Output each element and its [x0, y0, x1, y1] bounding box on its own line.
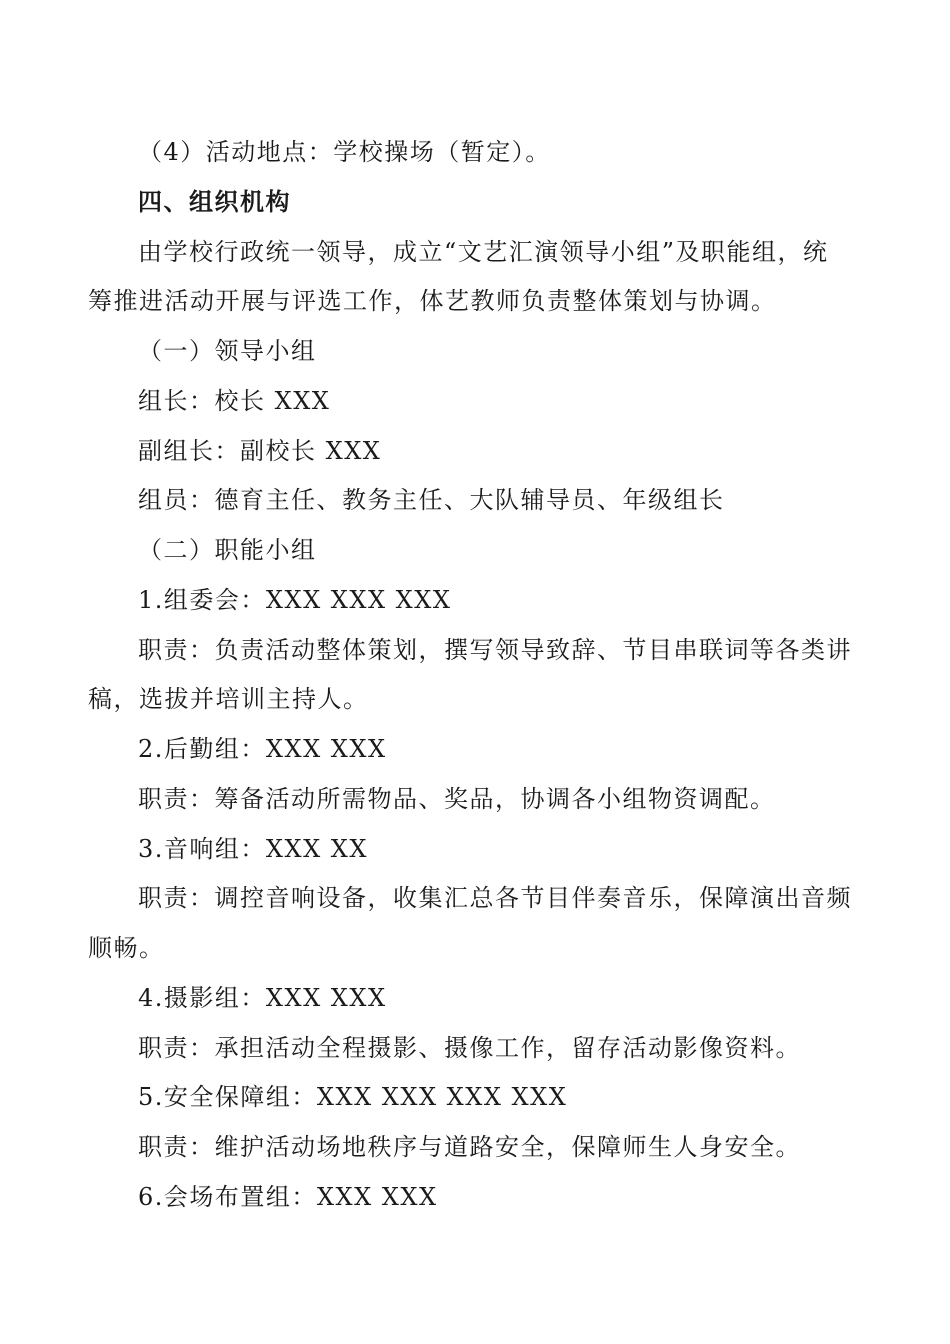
paragraph-line: 职责：维护活动场地秩序与道路安全，保障师生人身安全。 [138, 1133, 801, 1161]
paragraph-line: 顺畅。 [88, 934, 165, 962]
paragraph-line: 稿，选拔并培训主持人。 [88, 685, 369, 713]
paragraph-line: 1.组委会：XXX XXX XXX [138, 586, 452, 614]
paragraph-line: 组长：校长 XXX [138, 387, 331, 415]
paragraph-line: 3.音响组：XXX XX [138, 835, 368, 863]
paragraph-line: 职责：筹备活动所需物品、奖品，协调各小组物资调配。 [138, 785, 776, 813]
paragraph-line: 由学校行政统一领导，成立“文艺汇演领导小组”及职能组，统 [138, 238, 829, 266]
paragraph-line: 2.后勤组：XXX XXX [138, 735, 387, 763]
paragraph-line: 职责：承担活动全程摄影、摄像工作，留存活动影像资料。 [138, 1034, 801, 1062]
paragraph-line: 筹推进活动开展与评选工作，体艺教师负责整体策划与协调。 [88, 287, 777, 315]
paragraph-line: 6.会场布置组：XXX XXX [138, 1183, 438, 1211]
paragraph-line: 4.摄影组：XXX XXX [138, 984, 387, 1012]
subheading-leadership-group: （一）领导小组 [138, 337, 317, 365]
activity-location-line: （4）活动地点：学校操场（暂定）。 [138, 138, 551, 166]
paragraph-line: 职责：调控音响设备，收集汇总各节目伴奏音乐，保障演出音频 [138, 884, 852, 912]
subheading-functional-groups: （二）职能小组 [138, 536, 317, 564]
paragraph-line: 副组长：副校长 XXX [138, 437, 382, 465]
section-heading-organization: 四、组织机构 [138, 188, 291, 216]
paragraph-line: 职责：负责活动整体策划，撰写领导致辞、节目串联词等各类讲 [138, 636, 852, 664]
paragraph-line: 组员：德育主任、教务主任、大队辅导员、年级组长 [138, 486, 725, 514]
paragraph-line: 5.安全保障组：XXX XXX XXX XXX [138, 1083, 568, 1111]
